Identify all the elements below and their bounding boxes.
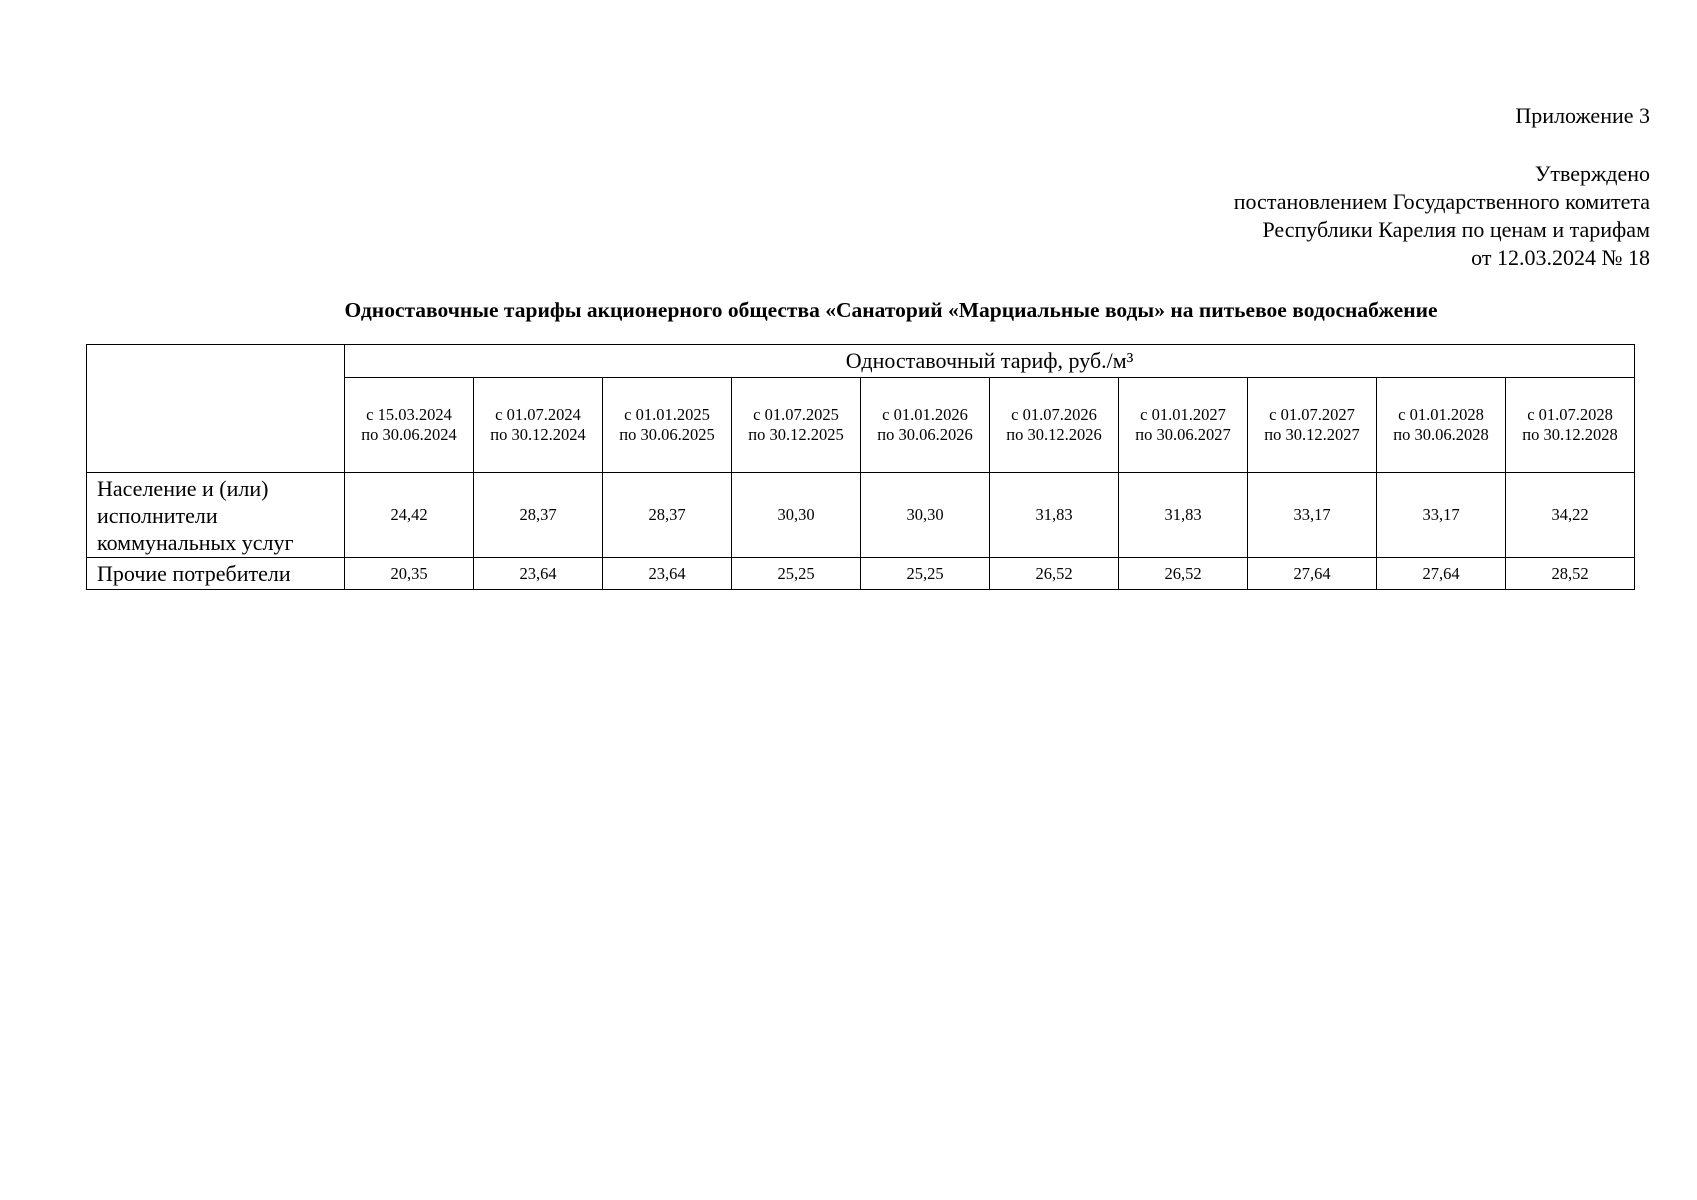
period-from: с 01.01.2025 (624, 405, 710, 424)
tariff-value: 25,25 (732, 558, 861, 590)
period-from: с 01.07.2025 (753, 405, 839, 424)
row-label-line: Население и (или) (97, 475, 269, 501)
period-to: по 30.12.2024 (490, 425, 586, 444)
approval-line: от 12.03.2024 № 18 (1471, 245, 1650, 270)
tariff-value: 26,52 (1119, 558, 1248, 590)
approval-block (1234, 160, 1650, 272)
tariff-value: 33,17 (1248, 473, 1377, 558)
period-from: с 15.03.2024 (366, 405, 452, 424)
approval-line: Утверждено (1534, 161, 1650, 186)
period-to: по 30.12.2026 (1006, 425, 1102, 444)
period-to: по 30.06.2024 (361, 425, 457, 444)
period-header (861, 378, 990, 473)
period-to: по 30.06.2025 (619, 425, 715, 444)
period-from: с 01.07.2027 (1269, 405, 1355, 424)
tariff-group-header: Одноставочный тариф, руб./м³ (345, 345, 1635, 378)
appendix-number: Приложение 3 (1515, 103, 1650, 128)
tariff-table (86, 344, 1635, 590)
period-header (474, 378, 603, 473)
tariff-value: 31,83 (990, 473, 1119, 558)
approval-line: Республики Карелия по ценам и тарифам (1262, 217, 1650, 242)
tariff-value: 31,83 (1119, 473, 1248, 558)
tariff-value: 24,42 (345, 473, 474, 558)
period-header (732, 378, 861, 473)
tariff-value: 33,17 (1377, 473, 1506, 558)
period-from: с 01.01.2027 (1140, 405, 1226, 424)
tariff-value: 28,37 (474, 473, 603, 558)
row-label-line: исполнители (97, 502, 218, 528)
period-header (1248, 378, 1377, 473)
period-to: по 30.12.2027 (1264, 425, 1360, 444)
period-to: по 30.06.2026 (877, 425, 973, 444)
tariff-value: 26,52 (990, 558, 1119, 590)
tariff-value: 23,64 (474, 558, 603, 590)
row-label-line: Прочие потребители (97, 561, 291, 586)
period-header (603, 378, 732, 473)
period-header (1377, 378, 1506, 473)
period-to: по 30.12.2028 (1522, 425, 1618, 444)
table-row (87, 558, 1635, 590)
tariff-value: 30,30 (861, 473, 990, 558)
row-label-line: коммунальных услуг (97, 529, 294, 555)
tariff-value: 28,52 (1506, 558, 1635, 590)
row-label-other-consumers (87, 558, 345, 590)
period-to: по 30.06.2028 (1393, 425, 1489, 444)
table-corner-cell (87, 345, 345, 473)
tariff-value: 27,64 (1248, 558, 1377, 590)
tariff-value: 28,37 (603, 473, 732, 558)
tariff-value: 25,25 (861, 558, 990, 590)
period-from: с 01.07.2026 (1011, 405, 1097, 424)
tariff-value: 30,30 (732, 473, 861, 558)
period-header (990, 378, 1119, 473)
period-from: с 01.01.2028 (1398, 405, 1484, 424)
document-title: Одноставочные тарифы акционерного общества «Санаторий «Марциальные воды» на питьевое водоснабжение (344, 298, 1438, 322)
period-to: по 30.12.2025 (748, 425, 844, 444)
table-row (87, 473, 1635, 558)
period-header (345, 378, 474, 473)
period-header (1506, 378, 1635, 473)
row-label-population (87, 473, 345, 558)
period-from: с 01.07.2024 (495, 405, 581, 424)
period-from: с 01.07.2028 (1527, 405, 1613, 424)
period-header (1119, 378, 1248, 473)
period-to: по 30.06.2027 (1135, 425, 1231, 444)
period-from: с 01.01.2026 (882, 405, 968, 424)
tariff-value: 23,64 (603, 558, 732, 590)
approval-line: постановлением Государственного комитета (1233, 189, 1650, 214)
tariff-value: 34,22 (1506, 473, 1635, 558)
tariff-value: 27,64 (1377, 558, 1506, 590)
tariff-value: 20,35 (345, 558, 474, 590)
